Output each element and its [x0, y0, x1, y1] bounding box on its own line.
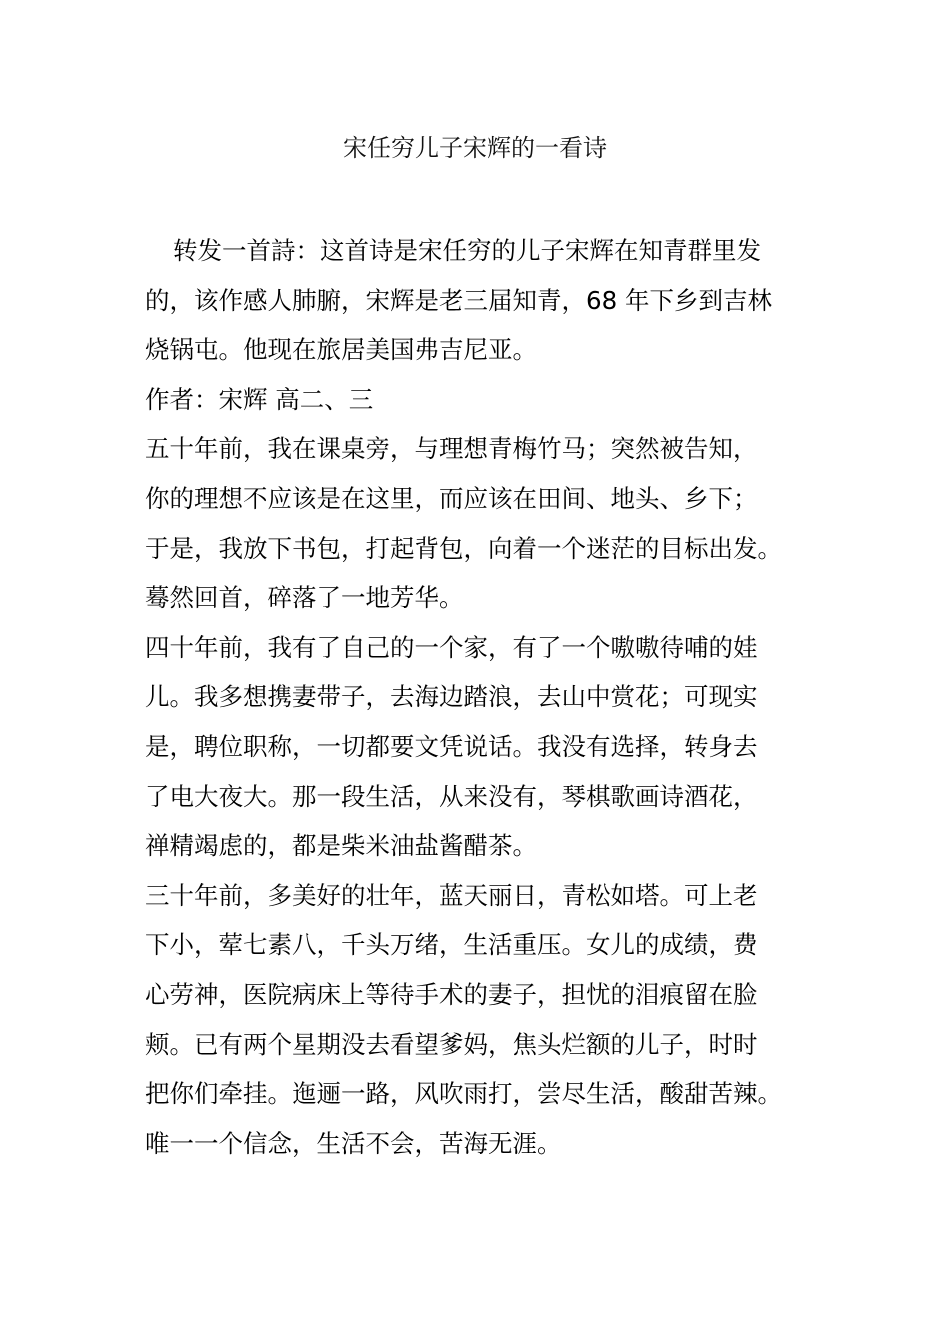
- text-line: 五十年前，我在课桌旁，与理想青梅竹马；突然被告知，: [145, 434, 758, 464]
- text-line: 转发一首詩：这首诗是宋任穷的儿子宋辉在知青群里发: [173, 236, 761, 265]
- text-line: 是，聘位职称，一切都要文凭说话。我没有选择，转身去: [145, 731, 758, 761]
- author-line: 作者：宋辉 高二、三: [145, 384, 374, 414]
- text-line: 下小，荤七素八，千头万绪，生活重压。女儿的成绩，费: [145, 930, 758, 960]
- text-line: 了电大夜大。那一段生活，从来没有，琴棋歌画诗酒花，: [145, 781, 758, 811]
- text-line: 的，该作感人肺腑，宋辉是老三届知青，68 年下乡到吉林: [145, 285, 772, 315]
- text-line: 三十年前，多美好的壮年，蓝天丽日，青松如塔。可上老: [145, 880, 758, 910]
- text-line: 唯一一个信念，生活不会，苦海无涯。: [145, 1128, 562, 1158]
- text-line: 儿。我多想携妻带子，去海边踏浪，去山中赏花；可现实: [145, 682, 758, 712]
- text-line: 把你们牵挂。迤逦一路，风吹雨打，尝尽生活，酸甜苦辣。: [145, 1079, 782, 1109]
- text-line: 于是，我放下书包，打起背包，向着一个迷茫的目标出发。: [145, 533, 782, 563]
- text-line: 烧锅屯。他现在旅居美国弗吉尼亚。: [145, 335, 537, 365]
- text-line: 你的理想不应该是在这里，而应该在田间、地头、乡下；: [145, 483, 758, 513]
- text-line: 心劳神，医院病床上等待手术的妻子，担忧的泪痕留在脸: [145, 979, 758, 1009]
- text-line: 蓦然回首，碎落了一地芳华。: [145, 583, 464, 613]
- text-line: 颊。已有两个星期没去看望爹妈，焦头烂额的儿子，时时: [145, 1029, 758, 1059]
- document-title: 宋任穷儿子宋辉的一看诗: [343, 134, 607, 162]
- document-body: [145, 226, 810, 1168]
- text-line: 四十年前，我有了自己的一个家，有了一个嗷嗷待哺的娃: [145, 632, 758, 662]
- text-line: 禅精竭虑的，都是柴米油盐酱醋茶。: [145, 831, 537, 861]
